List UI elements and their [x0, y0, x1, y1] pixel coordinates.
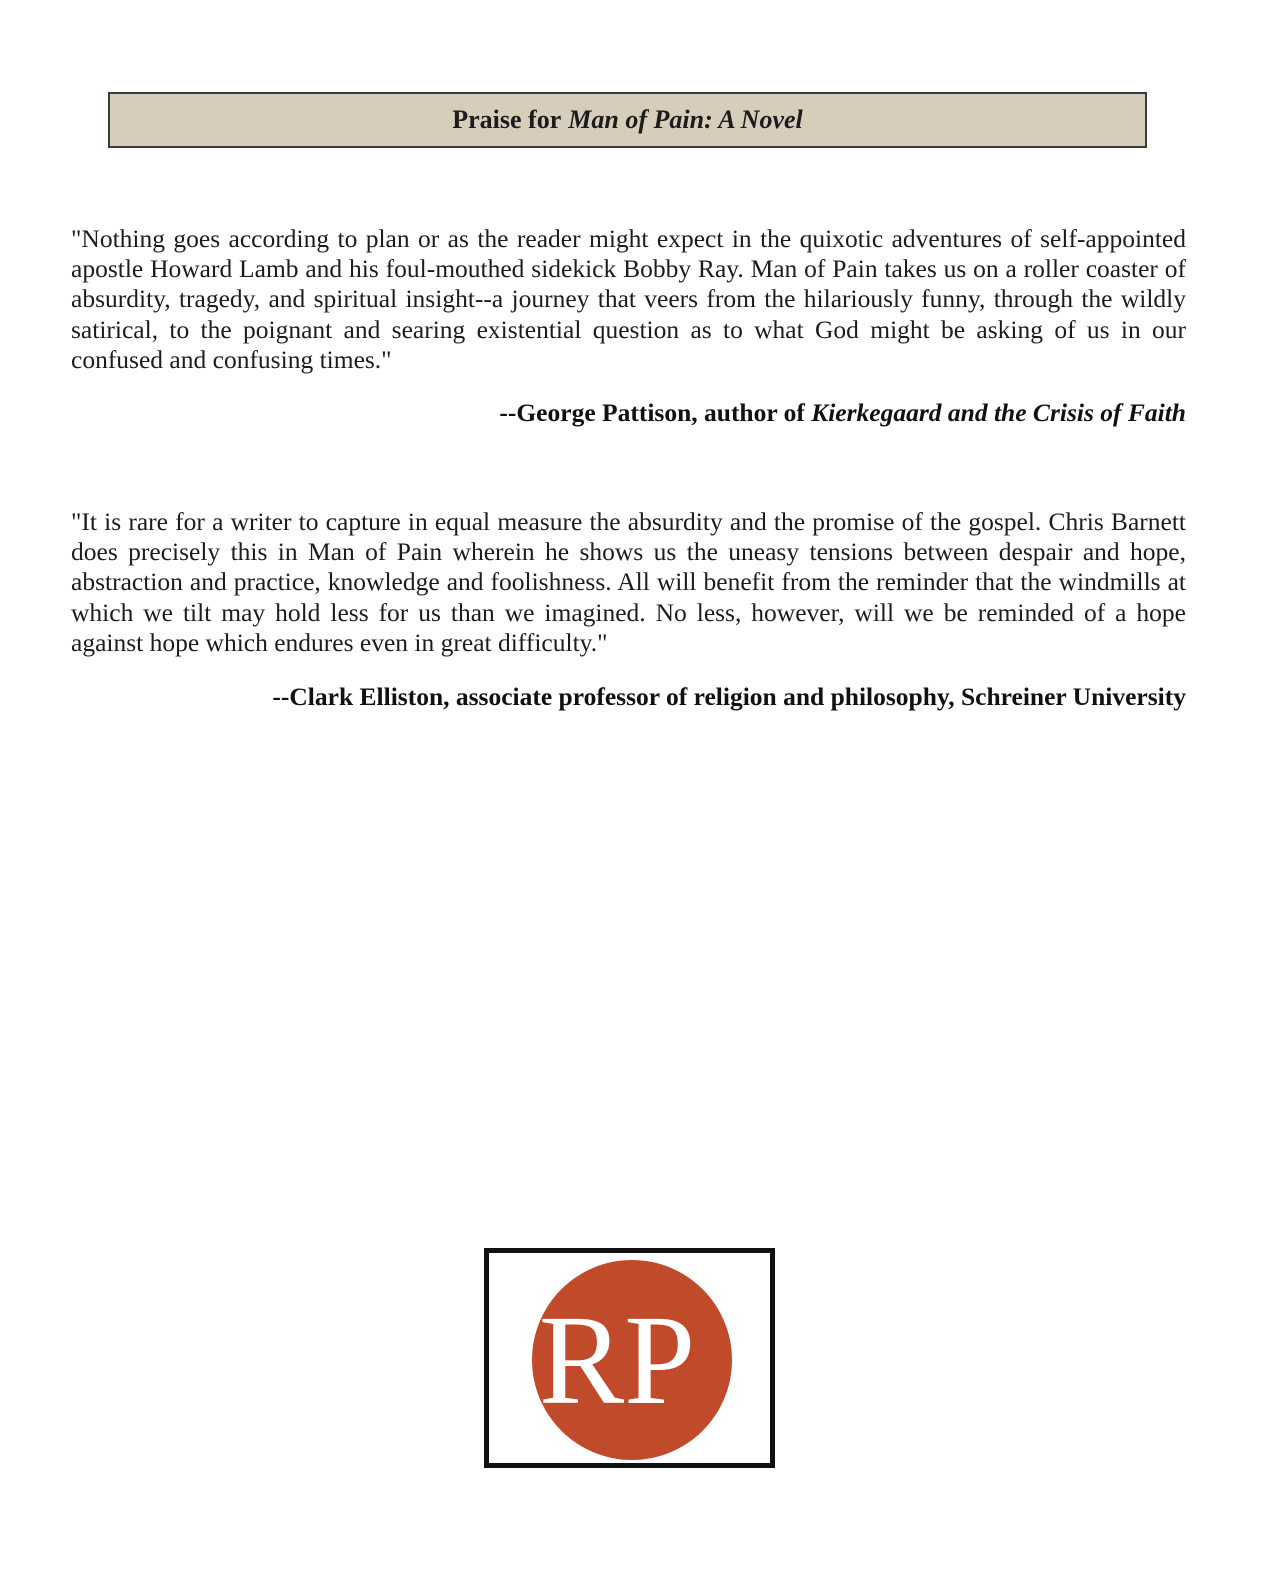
- publisher-logo: [484, 1248, 775, 1468]
- publisher-logo-mark: [489, 1253, 770, 1463]
- praise-header: [108, 92, 1147, 148]
- endorsement-attribution-2: [272, 682, 1186, 712]
- praise-header-prefix: Praise for: [452, 105, 562, 134]
- praise-header-book-title: Man of Pain: A Novel: [568, 105, 803, 134]
- endorsement-attribution-1: [499, 398, 1186, 428]
- logo-letters: RP: [538, 1289, 696, 1431]
- endorsement-author-2: --Clark Elliston, associate professor of religion and philosophy, Schreiner University: [272, 682, 1186, 711]
- endorsement-quote-2: "It is rare for a writer to capture in equal measure the absurdity and the promise of the gospel. Chris Barnett does precisely this in Man of Pain wherein he shows us the uneasy tensions between despair and hope, abstraction and practice, knowledge and foolishness. All will benefit from the reminder that the windmills at which we tilt may hold less for us than we imagined. No less, however, will we be reminded of a hope against hope which endures even in great difficulty.": [71, 507, 1186, 657]
- endorsement-author-1: --George Pattison, author of: [499, 398, 805, 427]
- endorsement-work-1: Kierkegaard and the Crisis of Faith: [811, 398, 1186, 427]
- endorsement-quote-1: "Nothing goes according to plan or as the reader might expect in the quixotic adventures of self-appointed apostle Howard Lamb and his foul-mouthed sidekick Bobby Ray. Man of Pain takes us on a roller coaster of absurdity, tragedy, and spiritual insight--a journey that veers from the hilariously funny, through the wildly satirical, to the poignant and searing existential question as to what God might be asking of us in our confused and confusing times.": [71, 224, 1186, 374]
